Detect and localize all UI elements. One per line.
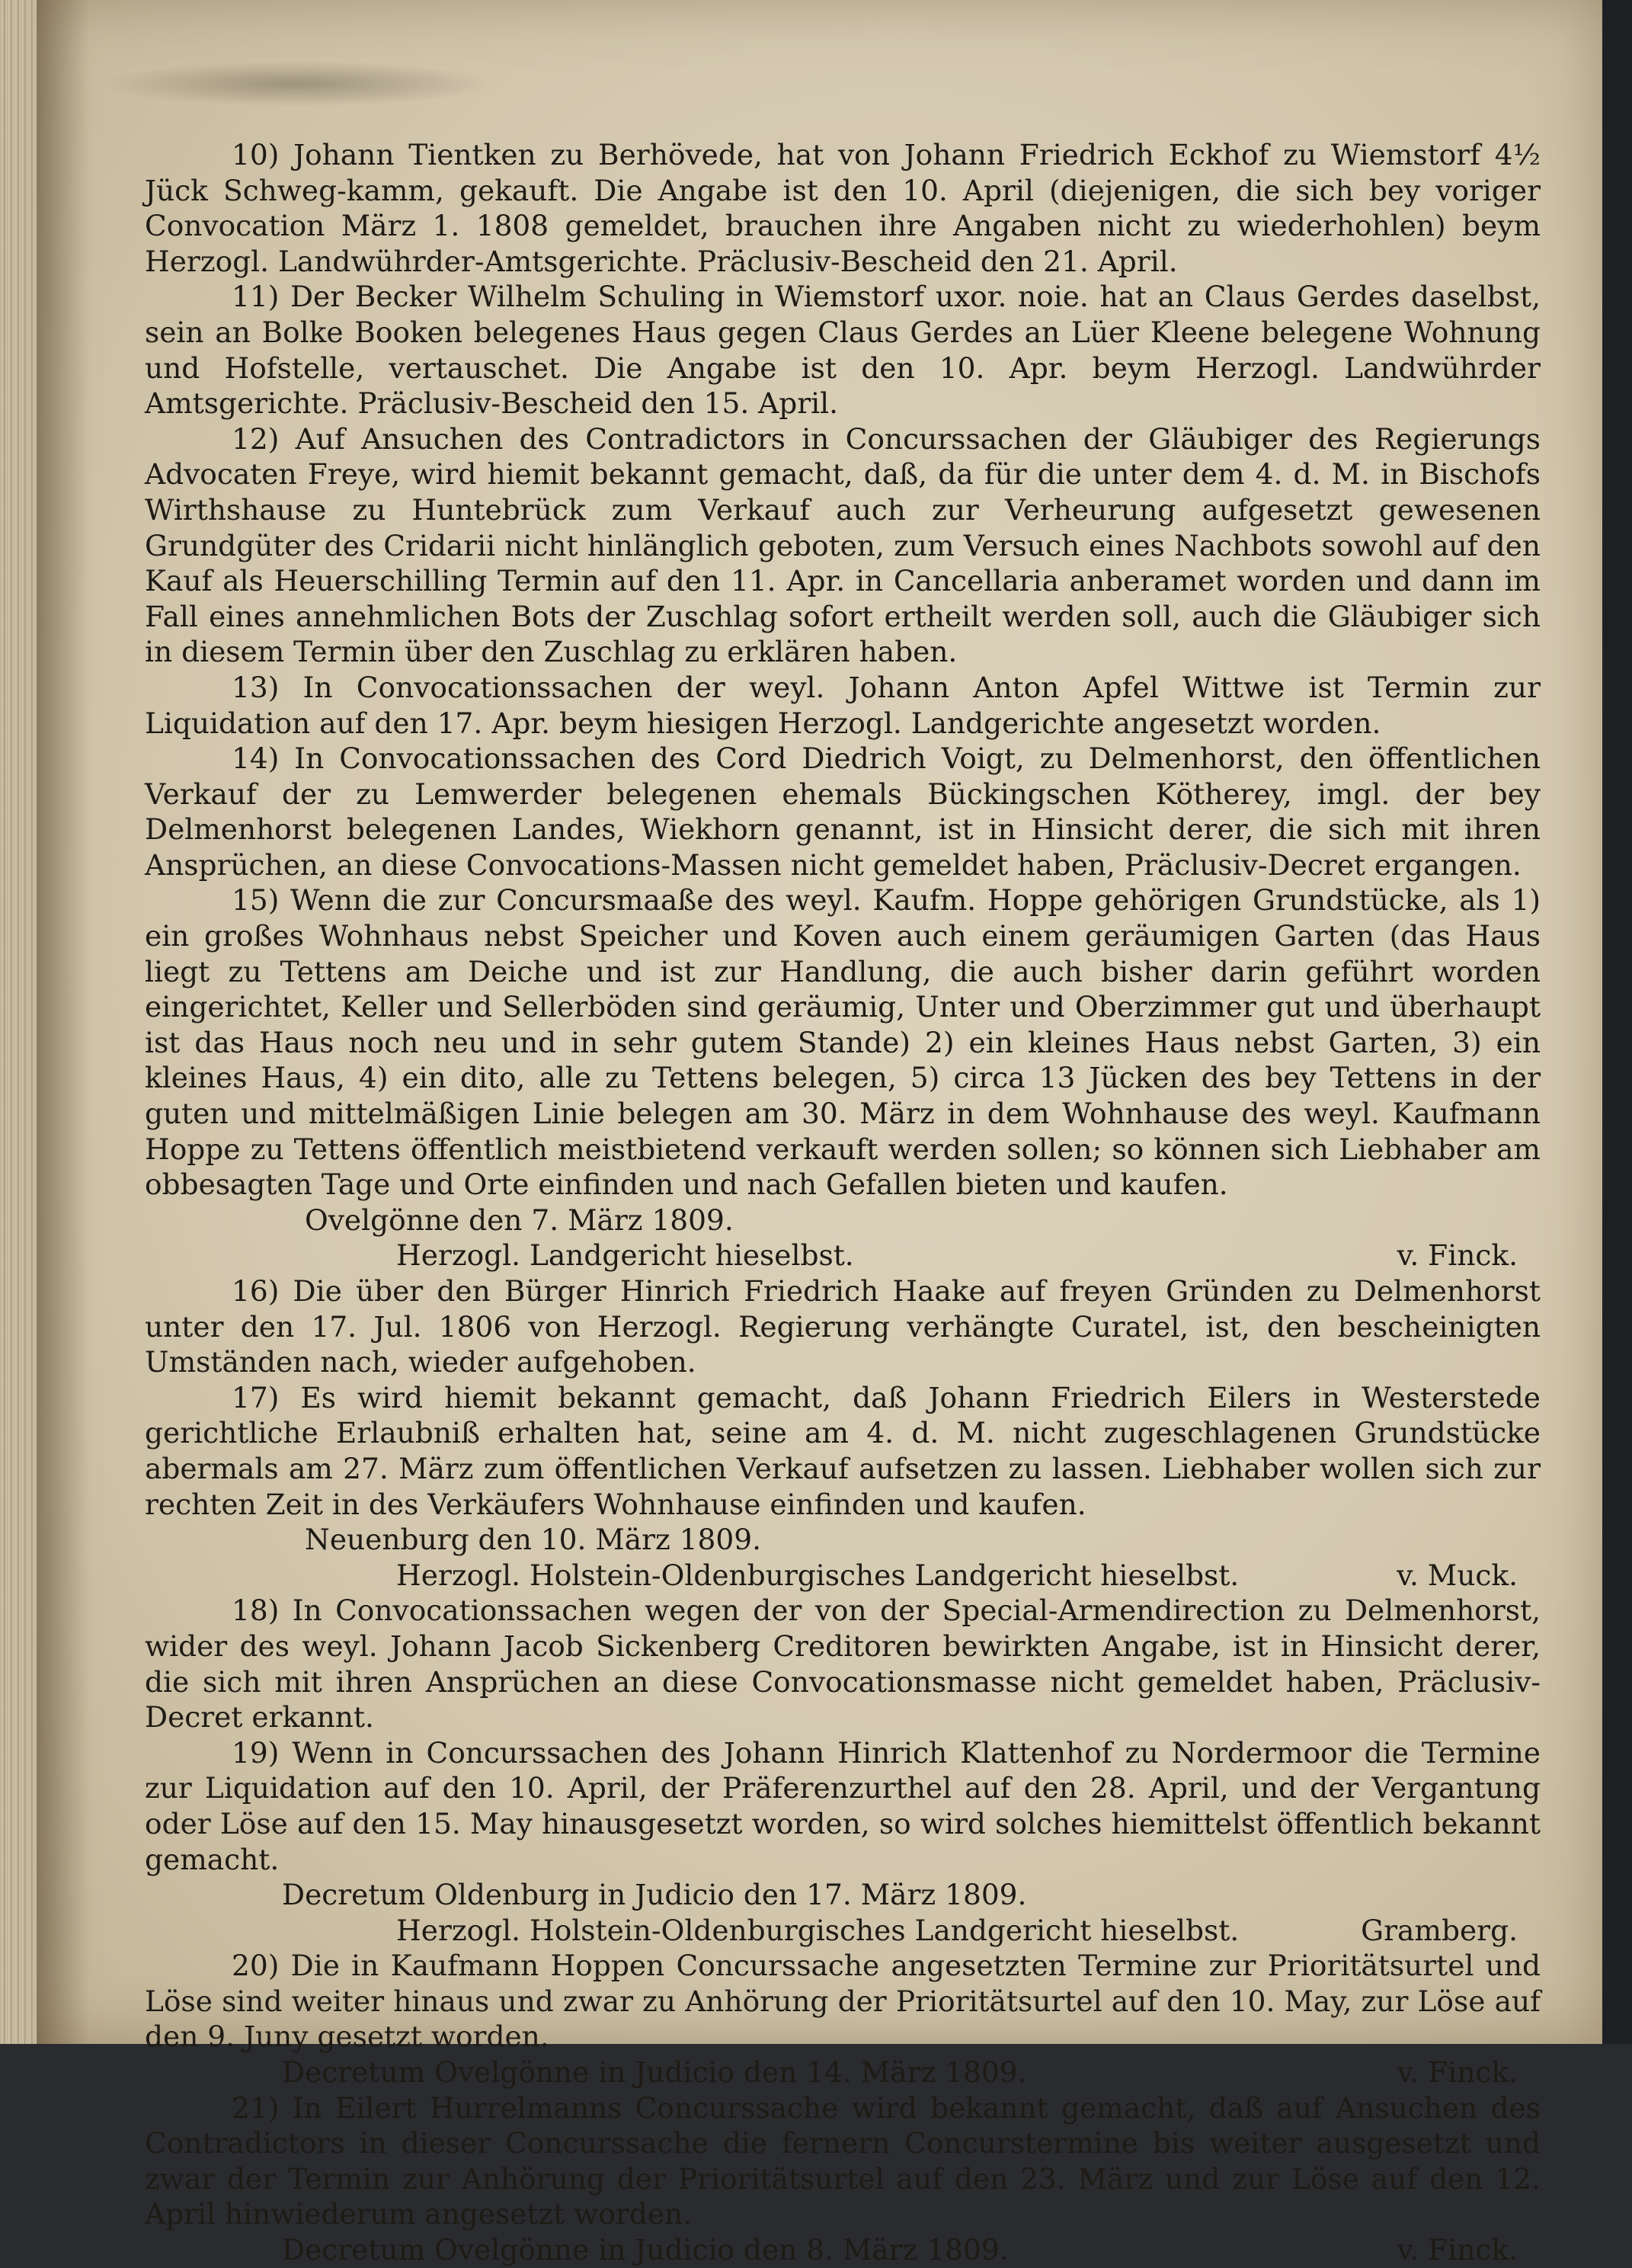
signature-line <box>145 1558 1541 1594</box>
notice-17: 17) Es wird hiemit bekannt gemacht, daß Johann Friedrich Eilers in Westerstede gerichtliche Erlaubniß erhalten hat, seine am 4. d. M. nicht zugeschlagenen Grundstücke abermals am 27. März zum öffentlichen Verkauf aufsetzen zu lassen. Liebhaber wollen sich zur rechten Zeit in des Verkäufers Wohnhause einfinden und kaufen. <box>145 1380 1541 1521</box>
court-name: Herzogl. Holstein-Oldenburgisches Landgericht hieselbst. <box>396 1913 1240 1947</box>
binding-gutter <box>37 0 90 2044</box>
place-date-line: Neuenburg den 10. März 1809. <box>305 1523 762 1557</box>
signature-line <box>145 1913 1541 1949</box>
decretum-line <box>145 2055 1541 2090</box>
notice-14: 14) In Convocationssachen des Cord Diedrich Voigt, zu Delmenhorst, den öffentlichen Verkauf der zu Lemwerder belegenen ehemals Bückingschen Kötherey, imgl. der bey Delmenhorst belegenen Landes, Wiekhorn genannt, ist in Hinsicht derer, die sich mit ihren Ansprüchen, an diese Convocations-Massen nicht gemeldet haben, Präclusiv-Decret ergangen. <box>145 742 1541 882</box>
place-date-line: Ovelgönne den 7. März 1809. <box>305 1203 734 1237</box>
decretum-line <box>145 2232 1541 2268</box>
notice-13: 13) In Convocationssachen der weyl. Johann Anton Apfel Wittwe ist Termin zur Liquidation auf den 17. Apr. beym hiesigen Herzogl. Landgerichte angesetzt worden. <box>145 670 1541 740</box>
notice-21: 21) In Eilert Hurrelmanns Concurssache wird bekannt gemacht, daß auf Ansuchen des Contradictors in dieser Concurssache die fernern Concurstermine bis weiter ausgesetzt und zwar der Termin zur Anhörung der Prioritätsurtel auf den 23. März und zur Löse auf den 12. April hinwiederum angesetzt worden. <box>145 2090 1541 2231</box>
notice-19: 19) Wenn in Concurssachen des Johann Hinrich Klattenhof zu Nordermoor die Termine zur Liquidation auf den 10. April, der Präferenzurthel auf den 28. April, und der Vergantung oder Löse auf den 15. May hinausgesetzt worden, so wird solches hiemittelst öffentlich bekannt gemacht. <box>145 1735 1541 1876</box>
notice-16: 16) Die über den Bürger Hinrich Friedrich Haake auf freyen Gründen zu Delmenhorst unter den 17. Jul. 1806 von Herzogl. Regierung verhängte Curatel, ist, den bescheinigten Umständen nach, wieder aufgehoben. <box>145 1274 1541 1379</box>
decretum-text: Decretum Ovelgönne in Judicio den 8. März 1809. <box>282 2233 1009 2267</box>
decretum-text: Decretum Ovelgönne in Judicio den 14. März 1809. <box>282 2055 1027 2090</box>
notice-15: 15) Wenn die zur Concursmaaße des weyl. Kaufm. Hoppe gehörigen Grundstücke, als 1) ein großes Wohnhaus nebst Speicher und Koven auch einem geräumigen Garten (das Haus liegt zu Tettens am Deiche und ist zur Handlung, die auch bisher darin geführt worden eingerichtet, Keller und Sellerböden sind geräumig, Unter und Oberzimmer gut und überhaupt ist das Haus noch neu und in sehr gutem Stande) 2) ein kleines Haus nebst Garten, 3) ein kleines Haus, 4) ein dito, alle zu Tettens belegen, 5) circa 13 Jücken des bey Tettens in der guten und mittelmäßigen Linie belegen am 30. März in dem Wohnhause des weyl. Kaufmann Hoppe zu Tettens öffentlich meistbietend verkauft werden sollen; so können sich Liebhaber am obbesagten Tage und Orte einfinden und nach Gefallen bieten und kaufen. <box>145 883 1541 1202</box>
court-name: Herzogl. Holstein-Oldenburgisches Landgericht hieselbst. <box>396 1558 1240 1592</box>
notice-10: 10) Johann Tientken zu Berhövede, hat von Johann Friedrich Eckhof zu Wiemstorf 4½ Jück Schweg-kamm, gekauft. Die Angabe ist den 10. April (diejenigen, die sich bey voriger Convocation März 1. 1808 gemeldet, brauchen ihre Angaben nicht zu wiederhohlen) beym Herzogl. Landwührder-Amtsgerichte. Präclusiv-Bescheid den 21. April. <box>145 138 1541 278</box>
notice-20: 20) Die in Kaufmann Hoppen Concurssache angesetzten Termine zur Prioritätsurtel und Löse sind weiter hinaus und zwar zu Anhörung der Prioritätsurtel auf den 10. May, zur Löse auf den 9. Juny gesetzt worden. <box>145 1949 1541 2054</box>
signatory: v. Muck. <box>1397 1558 1518 1592</box>
ink-smudge <box>99 61 495 107</box>
document-text <box>145 137 1541 2268</box>
signatory: Gramberg. <box>1361 1913 1518 1947</box>
signatory: v. Finck. <box>1397 1238 1518 1273</box>
scan-right-edge <box>1602 0 1632 2044</box>
notice-12: 12) Auf Ansuchen des Contradictors in Concurssachen der Gläubiger des Regierungs Advocaten Freye, wird hiemit bekannt gemacht, daß, da für die unter dem 4. d. M. in Bischofs Wirthshause zu Huntebrück zum Verkauf auch zur Verheurung aufgesetzt gewesenen Grundgüter des Cridarii nicht hinlänglich geboten, zum Versuch eines Nachbots sowohl auf den Kauf als Heuerschilling Termin auf den 11. Apr. in Cancellaria anberamet worden und dann im Fall eines annehmlichen Bots der Zuschlag sofort ertheilt werden soll, auch die Gläubiger sich in diesem Termin über den Zuschlag zu erklären haben. <box>145 421 1541 669</box>
signature-line <box>145 1238 1541 1273</box>
notice-18: 18) In Convocationssachen wegen der von der Special-Armendirection zu Delmenhorst, wider des weyl. Johann Jacob Sickenberg Creditoren bewirkten Angabe, ist in Hinsicht derer, die sich mit ihren Ansprüchen an diese Convocationsmasse nicht gemeldet haben, Präclusiv-Decret erkannt. <box>145 1594 1541 1735</box>
notice-11: 11) Der Becker Wilhelm Schuling in Wiemstorf uxor. noie. hat an Claus Gerdes daselbst, sein an Bolke Booken belegenes Haus gegen Claus Gerdes an Lüer Kleene belegene Wohnung und Hofstelle, vertauschet. Die Angabe ist den 10. Apr. beym Herzogl. Landwührder Amtsgerichte. Präclusiv-Bescheid den 15. April. <box>145 280 1541 421</box>
signatory: v. Finck. <box>1397 2233 1518 2267</box>
decretum-text: Decretum Oldenburg in Judicio den 17. März 1809. <box>282 1878 1027 1912</box>
court-name: Herzogl. Landgericht hieselbst. <box>396 1238 854 1273</box>
decretum-line <box>145 1877 1541 1913</box>
signatory: v. Finck. <box>1397 2055 1518 2090</box>
